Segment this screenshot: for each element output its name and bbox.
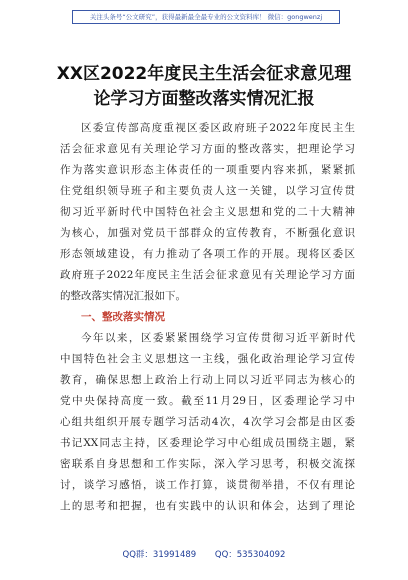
paragraph-line: 今年以来，区委紧紧围绕学习宣传贯彻习近平新时代 — [81, 332, 355, 344]
page-footer — [0, 548, 408, 560]
promo-banner: 关注头条号“公文研究”，获得最新最全最专业的公文资料库！ 微信：gongwenzj — [72, 10, 340, 24]
paragraph-line: 活会征求意见有关理论学习方面的整改落实，把理论学习 — [60, 143, 355, 155]
paragraph-line: 彻习近平新时代中国特色社会主义思想和党的二十大精神 — [60, 206, 355, 218]
paragraph-line: 讨，谈学习感悟，谈工作打算，谈贯彻举措，不仅有理论 — [60, 479, 355, 491]
paragraph-line: 教育，确保思想上政治上行动上同以习近平同志为核心的 — [60, 374, 355, 386]
paragraph-line: 党中央保持高度一致。截至11月29日，区委理论学习中 — [60, 395, 355, 407]
paragraph-line: 政府班子2022年度民主生活会征求意见有关理论学习方面 — [60, 269, 355, 281]
paragraph-line: 形态领域建设，有力推动了各项工作的开展。现将区委区 — [60, 248, 355, 260]
paragraph-line: 心组共组织开展专题学习活动4次，4次学习会都是由区委 — [60, 416, 355, 428]
paragraph-line: 为核心，加强对党员干部群众的宣传教育，不断强化意识 — [60, 227, 355, 239]
section-heading: 一、整改落实情况 — [81, 311, 165, 323]
paragraph-line: 区委宣传部高度重视区委区政府班子2022年度民主生 — [81, 122, 355, 134]
title-line-2: 论学习方面整改落实情况汇报 — [93, 89, 315, 109]
footer-qq: QQ：535304092 — [214, 550, 286, 560]
document-body — [60, 118, 355, 517]
paragraph-line: 上的思考和把握，也有实践中的认识和体会，达到了理论 — [60, 500, 355, 512]
paragraph-line: 中国特色社会主义思想这一主线，强化政治理论学习宣传 — [60, 353, 355, 365]
paragraph-line: 的整改落实情况汇报如下。 — [60, 290, 186, 302]
paragraph-line: 密联系自身思想和工作实际，深入学习思考，积极交流探 — [60, 458, 355, 470]
paragraph-line: 书记XX同志主持，区委理论学习中心组成员围绕主题，紧 — [60, 437, 355, 449]
paragraph-line: 作为落实意识形态主体责任的一项重要内容来抓，紧紧抓 — [60, 164, 355, 176]
title-line-1: XX区2022年度民主生活会征求意见理 — [56, 64, 352, 84]
paragraph-line: 住党组织领导班子和主要负责人这一关键，以学习宣传贯 — [60, 185, 355, 197]
document-title — [40, 62, 368, 112]
footer-qq-group: QQ群：31991489 — [122, 550, 197, 560]
